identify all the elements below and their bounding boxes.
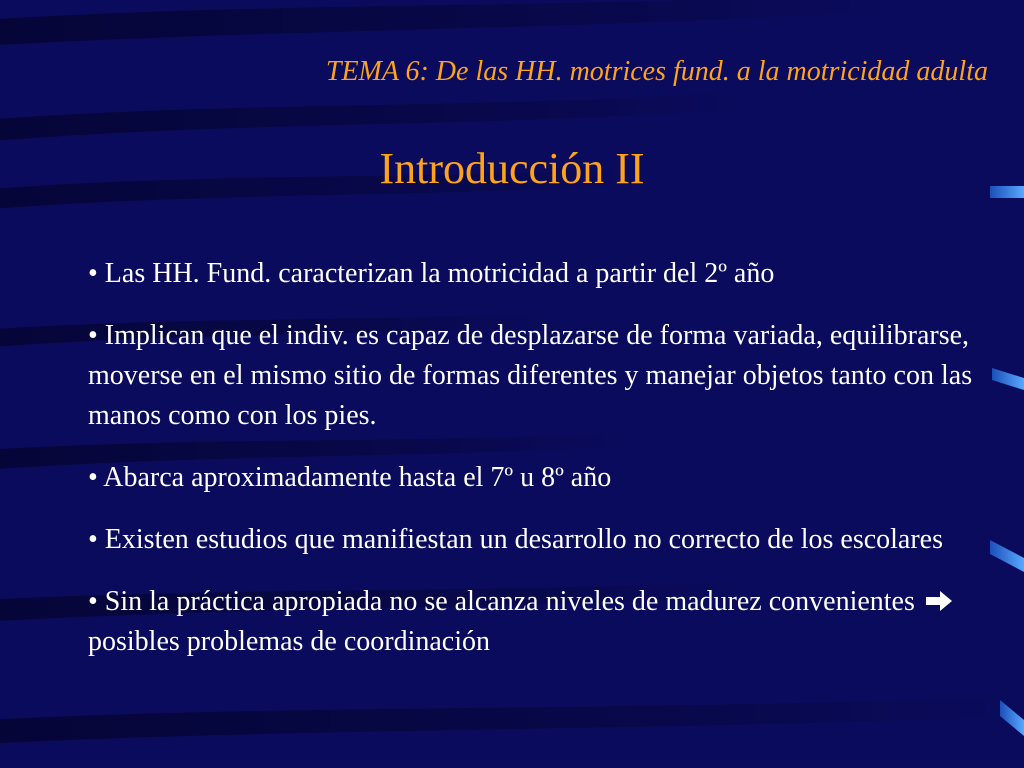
bullet-item: • Las HH. Fund. caracterizan la motricidad a partir del 2º año: [88, 258, 775, 289]
bullet-text-after-arrow: posibles problemas de coordinación: [88, 626, 491, 657]
bullet-list: [88, 254, 993, 684]
bullet-item: • Existen estudios que manifiestan un desarrollo no correcto de los escolares: [88, 524, 943, 555]
bullet-item: • Implican que el indiv. es capaz de desplazarse de forma variada, equilibrarse, moverse en el mismo sitio de formas diferentes y manejar objetos tanto con las manos como con los pies.: [88, 320, 973, 431]
right-arrow-icon: [924, 589, 954, 613]
bullet-item-with-arrow: [88, 582, 993, 662]
slide-title: Introducción II: [379, 144, 645, 193]
bullet-item: • Abarca aproximadamente hasta el 7º u 8º año: [88, 462, 612, 493]
bullet-text-before-arrow: • Sin la práctica apropiada no se alcanza niveles de madurez convenientes: [88, 586, 915, 617]
header-title: TEMA 6: De las HH. motrices fund. a la motricidad adulta: [325, 56, 988, 87]
